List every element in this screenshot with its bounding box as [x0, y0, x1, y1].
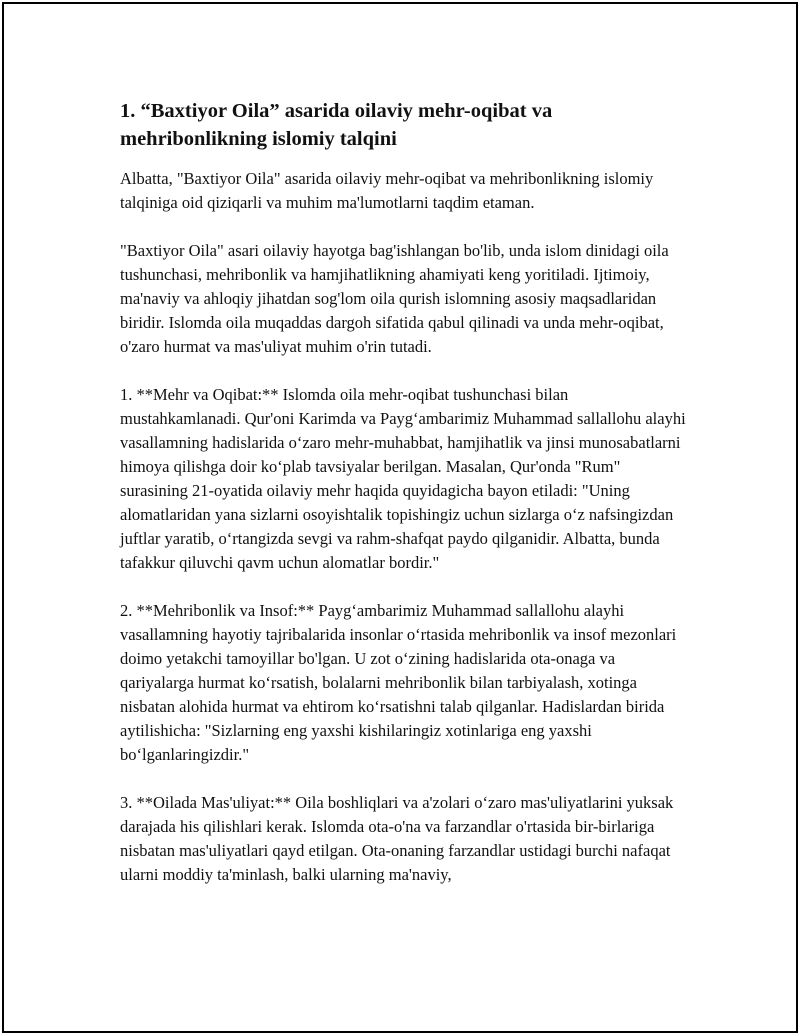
document-body: [120, 97, 690, 911]
paragraph-oilada-masuliyat: 3. **Oilada Mas'uliyat:** Oila boshliqlari va a'zolari o‘zaro mas'uliyatlarini yuksak darajada his qilishlari kerak. Islomda ota-o'na va farzandlar o'rtasida bir-birlariga nisbatan mas'uliyatlari qayd etilgan. Ota-onaning farzandlar ustidagi burchi nafaqat ularni moddiy ta'minlash, balki ularning ma'naviy,: [120, 793, 674, 884]
paragraph-overview: "Baxtiyor Oila" asari oilaviy hayotga bag'ishlangan bo'lib, unda islom dinidagi oila tushunchasi, mehribonlik va hamjihatlikning ahamiyati keng yoritiladi. Ijtimoiy, ma'naviy va ahloqiy jihatdan sog'lom oila qurish islomning asosiy maqsadlaridan biridir. Islomda oila muqaddas dargoh sifatida qabul qilinadi va unda mehr-oqibat, o'zaro hurmat va mas'uliyat muhim o'rin tutadi.: [120, 241, 669, 356]
paragraph-mehr-va-oqibat: 1. **Mehr va Oqibat:** Islomda oila mehr-oqibat tushunchasi bilan mustahkamlanadi. Qur'oni Karimda va Payg‘ambarimiz Muhammad sallallohu alayhi vasallamning hadislarida o‘zaro mehr-muhabbat, hamjihatlik va jinsi munosabatlarni himoya qilishga doir ko‘plab tavsiyalar berilgan. Masalan, Qur'onda "Rum" surasining 21-oyatida oilaviy mehr haqida quyidagicha bayon etiladi: "Uning alomatlaridan yana sizlarni osoyishtalik topishingiz uchun sizlarga o‘z nafsingizdan juftlar yaratib, o‘rtangizda sevgi va rahm-shafqat paydo qilganidir. Albatta, bunda tafakkur qiluvchi qavm uchun alomatlar bordir.": [120, 385, 686, 572]
document-title: 1. “Baxtiyor Oila” asarida oilaviy mehr-oqibat va mehribonlikning islomiy talqini: [120, 100, 553, 150]
paragraph-intro: Albatta, "Baxtiyor Oila" asarida oilaviy mehr-oqibat va mehribonlikning islomiy talqiniga oid qiziqarli va muhim ma'lumotlarni taqdim etaman.: [120, 169, 654, 212]
paragraph-mehribonlik-va-insof: 2. **Mehribonlik va Insof:** Payg‘ambarimiz Muhammad sallallohu alayhi vasallamning hayotiy tajribalarida insonlar o‘rtasida mehribonlik va insof mezonlari doimo yetakchi tamoyillar bo'lgan. U zot o‘zining hadislarida ota-onaga va qariyalarga hurmat ko‘rsatish, bolalarni mehribonlik bilan tarbiyalash, xotinga nisbatan alohida hurmat va ehtirom ko‘rsatishni talab qilganlar. Hadislardan birida aytilishicha: "Sizlarning eng yaxshi kishilaringiz xotinlariga eng yaxshi bo‘lganlaringizdir.": [120, 601, 677, 764]
document-page: [2, 2, 798, 1033]
